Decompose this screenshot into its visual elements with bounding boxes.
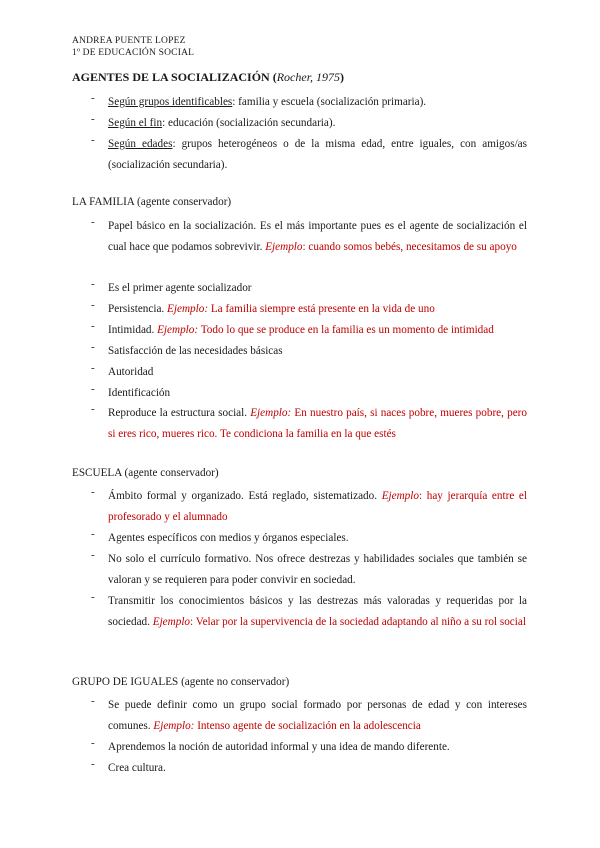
- underlined-term: Según el fin: [108, 117, 163, 129]
- document-page: ANDREA PUENTE LOPEZ 1º DE EDUCACIÓN SOCIAL AGENTES DE LA SOCIALIZACIÓN (Rocher, 1975) - Según grupos identificables: familia y escuela (socialización primaria). - Según el fin: educación (socialización secundaria). - Según edades: grupos heterogéneos o de la misma edad, entre iguales, con amigos/as (socialización secundaria). LA FAMILIA (agente conservador) - Papel básico en la socialización. Es el más importante pues es el agente de socialización el cual hace que podamos sobrevivir. Ejemplo: cuando somos bebés, necesitamos de su apoyo - Es el primer agente socializador - Persistencia. Ejemplo: La familia siempre está presente en la vida de uno - Intimidad. Ejemplo: Todo lo que se produce en la familia es un momento de intimidad - Satisfacción de las necesidades básicas - Autoridad - Identificación - Reproduce la estructura social. Ejemplo: En nuestro país, si naces pobre, mueres pobre, pero si eres rico, mueres rico. Te condiciona la familia en la que estés ESCUELA (agente conservador) - Ámbito formal y organizado. Está reglado, sistematizado. Ejemplo: hay jerarquía entre el profesorado y el alumnado - Agentes específicos con medios y órganos especiales. - No solo el currículo formativo. Nos ofrece destrezas y habilidades sociales que también se valoran y se requieren para poder convivir en sociedad. - Transmitir los conocimientos básicos y las destrezas más valoradas y requeridas por la sociedad. Ejemplo: Velar por la supervivencia de la sociedad adaptando al niño a su rol social GRUPO DE IGUALES (agente no conservador) - Se puede definir como un grupo social formado por personas de edad y con intereses comunes. Ejemplo: Intenso agente de socialización en la adolescencia - Aprendemos la noción de autoridad informal y una idea de mando diferente. - Crea cultura.: [72, 36, 527, 774]
- course-name: 1º DE EDUCACIÓN SOCIAL: [72, 48, 195, 58]
- author-name: ANDREA PUENTE LOPEZ: [72, 36, 186, 46]
- underlined-term: Según edades: [108, 138, 173, 150]
- title-citation: Rocher, 1975: [276, 70, 341, 84]
- page-title: AGENTES DE LA SOCIALIZACIÓN (Rocher, 1975): [72, 70, 345, 84]
- section-heading-escuela: ESCUELA (agente conservador): [72, 467, 219, 479]
- section-heading-iguales: GRUPO DE IGUALES (agente no conservador): [72, 676, 290, 688]
- underlined-term: Según grupos identificables: [108, 96, 233, 108]
- section-heading-familia: LA FAMILIA (agente conservador): [72, 196, 232, 208]
